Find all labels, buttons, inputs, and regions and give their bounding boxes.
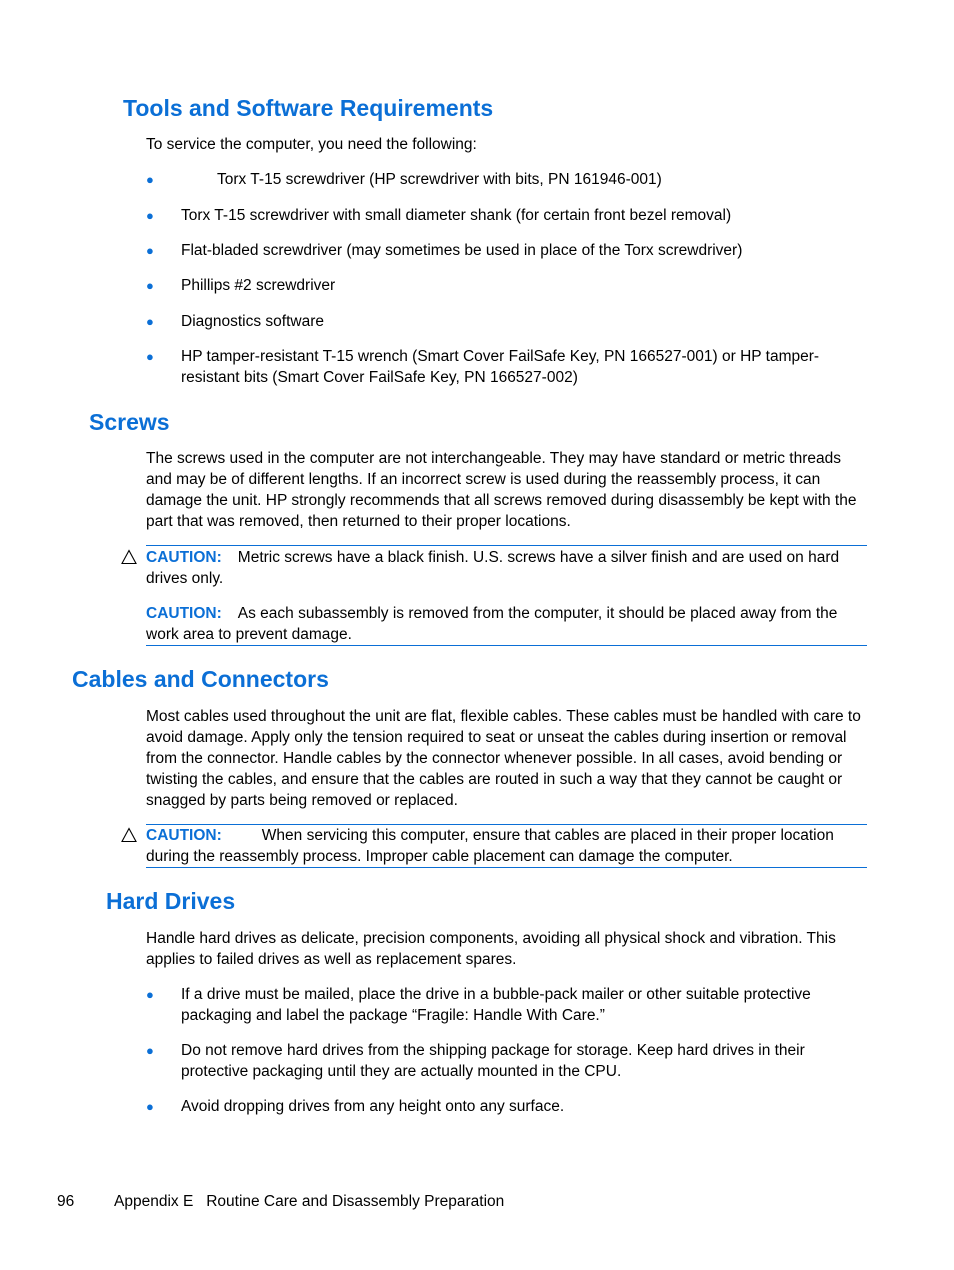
list-item bbox=[146, 240, 866, 261]
list-item-text: HP tamper-resistant T-15 wrench (Smart Cover FailSafe Key, PN 166527-001) or HP tamper-resistant bits (Smart Cover FailSafe Key, PN 166527-002) bbox=[181, 348, 820, 386]
caution-bottom-rule bbox=[146, 867, 867, 868]
bullet-icon: ● bbox=[146, 278, 154, 293]
list-item bbox=[146, 205, 866, 226]
section-title-hard-drives: Hard Drives bbox=[106, 888, 236, 914]
caution-note-cables bbox=[146, 825, 867, 867]
footer-chapter: Appendix E Routine Care and Disassembly Preparation bbox=[114, 1193, 505, 1210]
section-title-tools: Tools and Software Requirements bbox=[123, 95, 494, 121]
list-item bbox=[146, 346, 866, 388]
list-item bbox=[146, 311, 866, 332]
list-item-text: Flat-bladed screwdriver (may sometimes be used in place of the Torx screwdriver) bbox=[181, 242, 743, 259]
list-item-text: Phillips #2 screwdriver bbox=[181, 277, 336, 294]
list-item-text: Do not remove hard drives from the shipping package for storage. Keep hard drives in their protective packaging until they are actually mounted in the CPU. bbox=[181, 1042, 805, 1080]
caution-text: Metric screws have a black finish. U.S. screws have a silver finish and are used on hard drives only. bbox=[146, 549, 840, 587]
caution-note-screws-2 bbox=[146, 603, 867, 645]
bullet-icon: ● bbox=[146, 243, 154, 258]
drives-body: Handle hard drives as delicate, precision components, avoiding all physical shock and vibration. This applies to failed drives as well as replacement spares. bbox=[146, 930, 836, 968]
bullet-icon: ● bbox=[146, 1043, 154, 1058]
caution-top-rule bbox=[146, 545, 867, 546]
caution-label: CAUTION: bbox=[146, 549, 222, 566]
page-number: 96 bbox=[57, 1193, 75, 1210]
list-item bbox=[146, 169, 866, 190]
warning-triangle-icon bbox=[121, 549, 137, 565]
caution-label: CAUTION: bbox=[146, 605, 222, 622]
bullet-icon: ● bbox=[146, 172, 154, 187]
list-item-text: If a drive must be mailed, place the drive in a bubble-pack mailer or other suitable protective packaging and label the package “Fragile: Handle With Care.” bbox=[181, 986, 811, 1024]
list-item bbox=[146, 1096, 866, 1117]
list-item bbox=[146, 275, 866, 296]
section-title-screws: Screws bbox=[89, 409, 170, 435]
bullet-icon: ● bbox=[146, 1099, 154, 1114]
cables-body: Most cables used throughout the unit are flat, flexible cables. These cables must be handled with care to avoid damage. Apply only the tension required to seat or unseat the cables during insertion or removal from the connector. Handle cables by the connector whenever possible. In all cases, avoid bending or twisting the cables, and ensure that the cables are routed in such a way that they cannot be caught or snagged by parts being removed or replaced. bbox=[146, 708, 861, 809]
section-title-cables: Cables and Connectors bbox=[72, 666, 329, 692]
list-item-text: Torx T-15 screwdriver (HP screwdriver with bits, PN 161946-001) bbox=[217, 171, 662, 188]
list-item bbox=[146, 984, 866, 1026]
list-item-text: Torx T-15 screwdriver with small diameter shank (for certain front bezel removal) bbox=[181, 207, 732, 224]
list-item-text: Diagnostics software bbox=[181, 313, 325, 330]
bullet-icon: ● bbox=[146, 314, 154, 329]
list-item bbox=[146, 1040, 866, 1082]
caution-text: As each subassembly is removed from the computer, it should be placed away from the work area to prevent damage. bbox=[146, 605, 838, 643]
list-item-text: Avoid dropping drives from any height onto any surface. bbox=[181, 1098, 565, 1115]
caution-label: CAUTION: bbox=[146, 827, 222, 844]
caution-text: When servicing this computer, ensure that cables are placed in their proper location during the reassembly process. Improper cable placement can damage the computer. bbox=[146, 827, 834, 865]
caution-note-screws-1 bbox=[146, 547, 867, 589]
tools-intro: To service the computer, you need the following: bbox=[146, 136, 477, 153]
bullet-icon: ● bbox=[146, 987, 154, 1002]
caution-bottom-rule bbox=[146, 645, 867, 646]
screws-body: The screws used in the computer are not interchangeable. They may have standard or metric threads and may be of different lengths. If an incorrect screw is used during the reassembly process, it can damage the unit. HP strongly recommends that all screws removed during disassembly be kept with the part that was removed, then returned to their proper locations. bbox=[146, 450, 857, 530]
warning-triangle-icon bbox=[121, 827, 137, 843]
bullet-icon: ● bbox=[146, 349, 154, 364]
bullet-icon: ● bbox=[146, 208, 154, 223]
